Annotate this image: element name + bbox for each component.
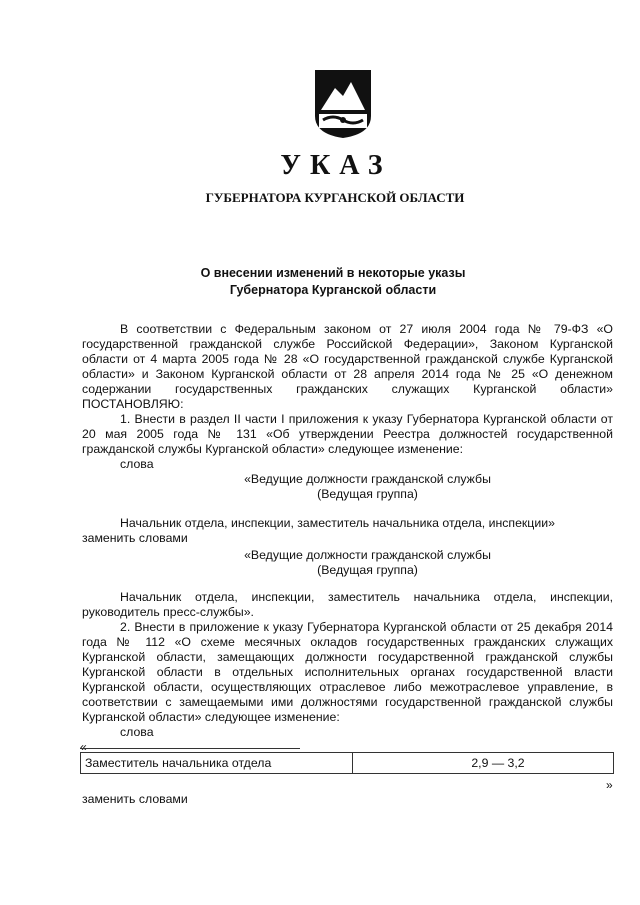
heading-line-2: Губернатора Курганской области: [229, 283, 437, 297]
new-text-paragraph: Начальник отдела, инспекции, заместитель начальника отдела, инспекции, руководитель пресс-службы».: [82, 590, 613, 619]
replace-label-1: заменить словами: [82, 531, 188, 545]
words-label-1: слова: [120, 457, 154, 471]
item-2-paragraph: 2. Внести в приложение к указу Губернатора Курганской области от 25 декабря 2014 года № 112 «О схеме месячных окладов государственных гражданских служащих Курганской области, замещающих должности государственной гражданской службы Курганской области в отдельных исполнительных органах государственной власти Курганской области, осуществляющих отраслевое либо межотраслевое управление, в соответствии с замещаемыми ими должностями государственной гражданской службы Курганской области» следующее изменение:: [82, 620, 613, 724]
coat-of-arms-emblem: [313, 68, 373, 140]
table-cell-coefficient: 2,9 — 3,2: [471, 756, 525, 770]
group2-line-1: «Ведущие должности гражданской службы: [244, 548, 491, 562]
replace-label-2: заменить словами: [82, 792, 188, 806]
quote-open-mark: «: [80, 740, 87, 754]
quote-close-mark: »: [606, 778, 613, 792]
body-preamble-block: [82, 322, 613, 472]
new-text-block: [82, 590, 613, 620]
group-line-2: (Ведущая группа): [317, 487, 418, 501]
item-2-block: [82, 620, 613, 740]
group2-line-2: (Ведущая группа): [317, 563, 418, 577]
old-text-paragraph: Начальник отдела, инспекции, заместитель начальника отдела, инспекции»: [120, 516, 555, 530]
preamble-paragraph: В соответствии с Федеральным законом от 27 июля 2004 года № 79-ФЗ «О государственной гражданской службе Российской Федерации», Законом Курганской области от 4 марта 2005 года № 28 «О государственной гражданской службе Курганской области» и Законом Курганской области от 28 апреля 2014 года № 25 «О денежном содержании государственных гражданских служащих Курганской области» ПОСТАНОВЛЯЮ:: [82, 322, 613, 411]
group-block-1: [82, 472, 613, 502]
group-line-1: «Ведущие должности гражданской службы: [244, 472, 491, 486]
document-subtitle: ГУБЕРНАТОРА КУРГАНСКОЙ ОБЛАСТИ: [205, 190, 465, 205]
heading-line-1: О внесении изменений в некоторые указы: [200, 266, 466, 280]
words-label-2: слова: [120, 725, 154, 739]
old-text-block: [82, 516, 613, 546]
salary-table-row: [80, 752, 614, 774]
table-top-rule: [80, 748, 300, 749]
document-title: УКАЗ: [280, 150, 392, 181]
group-block-2: [82, 548, 613, 578]
table-cell-position: Заместитель начальника отдела: [81, 753, 353, 773]
item-1-paragraph: 1. Внести в раздел II части I приложения к указу Губернатора Курганской области от 20 мая 2005 года № 131 «Об утверждении Реестра должностей государственной гражданской службы Курганской области» следующее изменение:: [82, 412, 613, 456]
document-heading: [0, 265, 640, 299]
